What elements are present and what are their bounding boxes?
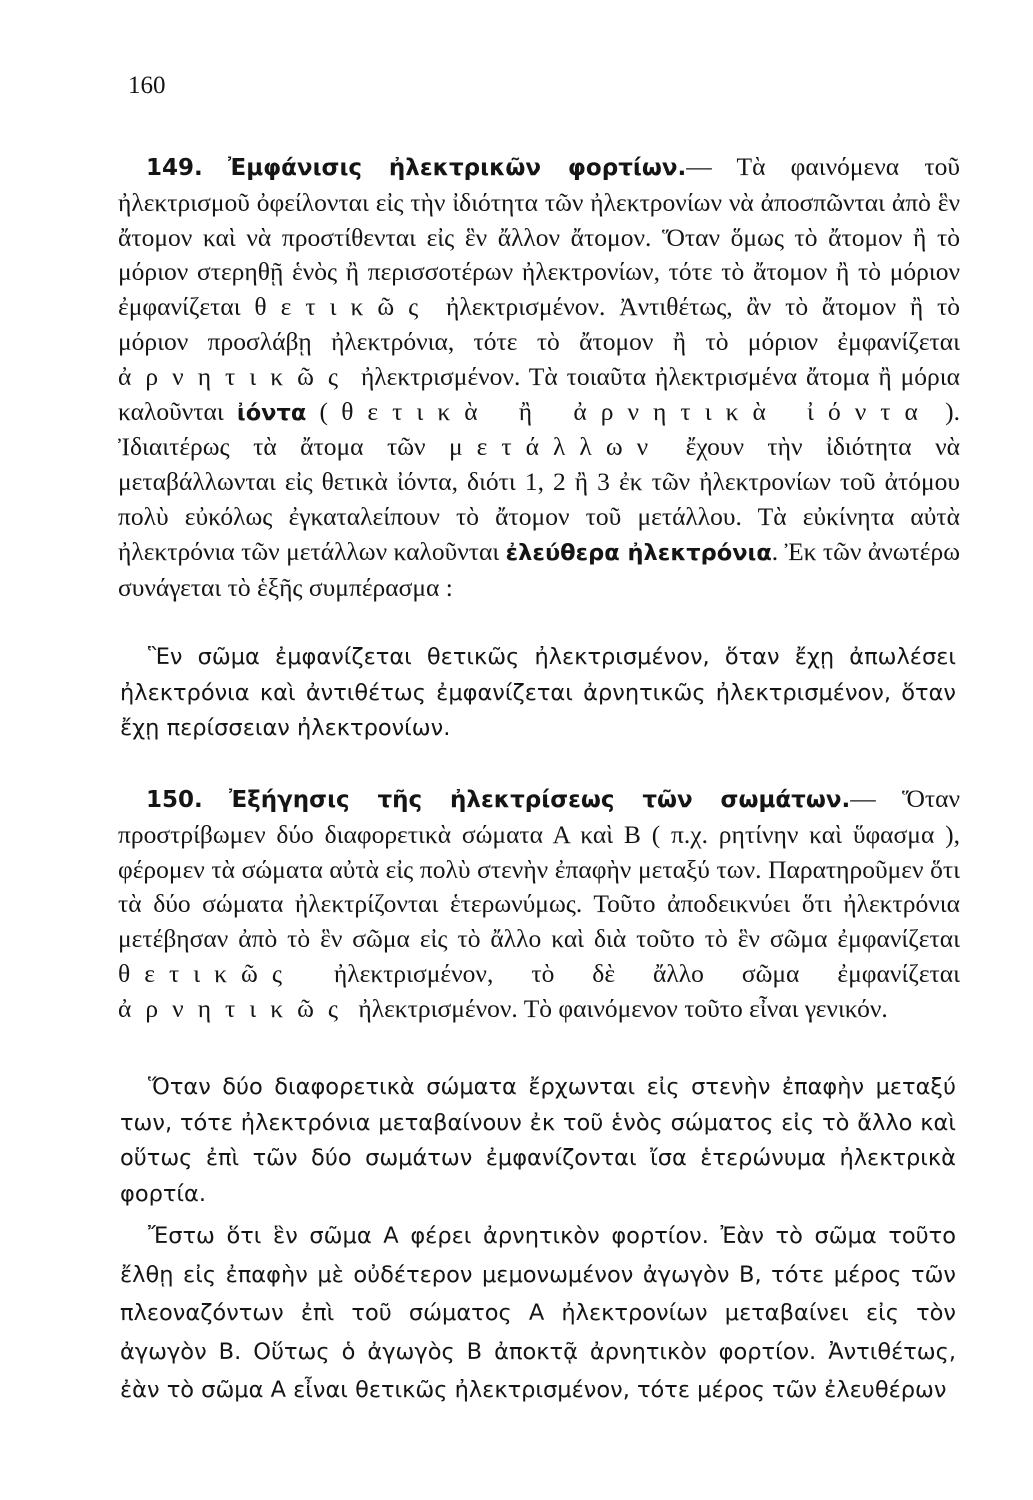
section-149-title: Ἐμφάνισις ἠλεκτρικῶν φορτίων.: [227, 155, 687, 181]
spaced-word: θετικῶς: [118, 958, 296, 988]
text-run: ). Ἰδιαιτέρως τὰ ἄτομα τῶν: [118, 396, 960, 462]
bold-term: ἰόντα: [236, 399, 307, 426]
bold-term: ἐλεύθερα ἠλεκτρόνια: [505, 539, 772, 566]
spaced-word: ἀρνητικῶς: [118, 993, 353, 1023]
spaced-word: θετικῶς: [254, 292, 433, 322]
section-149-number: 149.: [146, 155, 203, 181]
section-150-example: Ἔστω ὅτι ἓν σῶμα Α φέρει ἀρνητικὸν φορτίον. Ἐὰν τὸ σῶμα τοῦτο ἔλθῃ εἰς ἐπαφὴν μὲ οὐδέτερον μεμονωμένον ἀγωγὸν Β, τότε μέρος τῶν πλεοναζόντων ἐπὶ τοῦ σώματος Α ἠλεκτρονίων μεταβαίνει εἰς τὸν ἀγωγὸν Β. Οὕτως ὁ ἀγωγὸς Β ἀποκτᾷ ἀρνητικὸν φορτίον. Ἀντιθέτως, ἐὰν τὸ σῶμα Α εἶναι θετικῶς ἠλεκτρισμένον, τότε μέρος τῶν ἐλευθέρων: [120, 1223, 956, 1403]
text-run: Τὰ φαινόμενα τοῦ ἠλεκτρισμοῦ ὀφείλονται εἰς τὴν ἰδιότητα τῶν ἠλεκτρονίων νὰ ἀποσπῶνται ἀπὸ ἓν ἄτομον καὶ νὰ προστίθενται εἰς ἓν ἄλλον ἄτομον. Ὅταν ὅμως τὸ ἄτομον ἢ τὸ μόριον στερηθῇ ἑνὸς ἢ περισσοτέρων ἠλεκτρονίων, τότε τὸ ἄτομον ἢ τὸ μόριον ἐμφανίζεται: [118, 152, 960, 322]
text-run: ἠλεκτρισμένον, τὸ δὲ ἄλλο σῶμα ἐμφανίζεται: [295, 958, 960, 988]
section-149-paragraph: [118, 150, 960, 605]
section-149-dash: —: [686, 152, 712, 181]
spaced-phrase: θετικὰ ἢ ἀρνητικὰ ἰόντα: [341, 396, 932, 426]
section-149-conclusion: Ἓν σῶμα ἐμφανίζεται θετικῶς ἠλεκτρισμένον, ὅταν ἔχῃ ἀπωλέσει ἠλεκτρόνια καὶ ἀντιθέτως ἐμφανίζεται ἀρνητικῶς ἠλεκτρισμένον, ὅταν ἔχῃ περίσσειαν ἠλεκτρονίων.: [120, 644, 956, 742]
text-run: ἠλεκτρισμένον. Ἀντιθέτως, ἂν τὸ ἄτομον ἢ τὸ μόριον προσλάβῃ ἠλεκτρόνια, τότε τὸ ἄτομον ἢ τὸ μόριον ἐμφανίζεται: [118, 292, 960, 356]
spaced-word: ἀρνητικῶς: [118, 361, 353, 391]
text-run: ἠλεκτρισμένον. Τὸ φαινόμενον τοῦτο εἶναι γενικόν.: [352, 993, 888, 1023]
text-run: (: [306, 396, 342, 426]
section-150-conclusion: Ὅταν δύο διαφορετικὰ σώματα ἔρχωνται εἰς στενὴν ἐπαφὴν μεταξύ των, τότε ἠλεκτρόνια μεταβαίνουν ἐκ τοῦ ἑνὸς σώματος εἰς τὸ ἄλλο καὶ οὕτως ἐπὶ τῶν δύο σωμάτων ἐμφανίζονται ἴσα ἑτερώνυμα ἠλεκτρικὰ φορτία.: [120, 1074, 956, 1207]
text-run: ἔχουν τὴν ἰδιότητα νὰ μεταβάλλωνται εἰς θετικὰ ἰόντα, διότι 1, 2 ἢ 3 ἐκ τῶν ἠλεκτρονίων τοῦ ἀτόμου πολὺ εὐκόλως ἐγκαταλείπουν τὸ ἄτομον τοῦ μετάλλου. Τὰ εὐκίνητα αὐτὰ ἠλεκτρόνια τῶν μετάλλων καλοῦνται: [118, 432, 960, 566]
text-run: ἠλεκτρισμένον. Τὰ τοιαῦτα ἠλεκτρισμένα ἄτομα ἢ μόρια καλοῦνται: [118, 361, 960, 426]
spaced-word: μετάλλων: [448, 432, 663, 462]
section-150-title: Ἐξήγησις τῆς ἠλεκτρίσεως τῶν σωμάτων.: [228, 787, 851, 813]
text-run: Ὅταν προστρίβωμεν δύο διαφορετικὰ σώματα Α καὶ Β ( π.χ. ρητίνην καὶ ὕφασμα ), φέρομεν τὰ σώματα αὐτὰ εἰς πολὺ στενὴν ἐπαφὴν μεταξύ των. Παρατηροῦμεν ὅτι τὰ δύο σώματα ἠλεκτρίζονται ἑτερωνύμως. Τοῦτο ἀποδεικνύει ὅτι ἠλεκτρόνια μετέβησαν ἀπὸ τὸ ἓν σῶμα εἰς τὸ ἄλλο καὶ διὰ τοῦτο τὸ ἓν σῶμα ἐμφανίζεται: [118, 784, 960, 954]
section-150-paragraph: [118, 782, 960, 1027]
page-number: 160: [128, 72, 166, 99]
text-run: . Ἐκ τῶν ἀνωτέρω συνάγεται τὸ ἑξῆς συμπέρασμα :: [118, 536, 961, 602]
section-150-dash: —: [850, 784, 876, 813]
section-150-number: 150.: [146, 787, 203, 813]
